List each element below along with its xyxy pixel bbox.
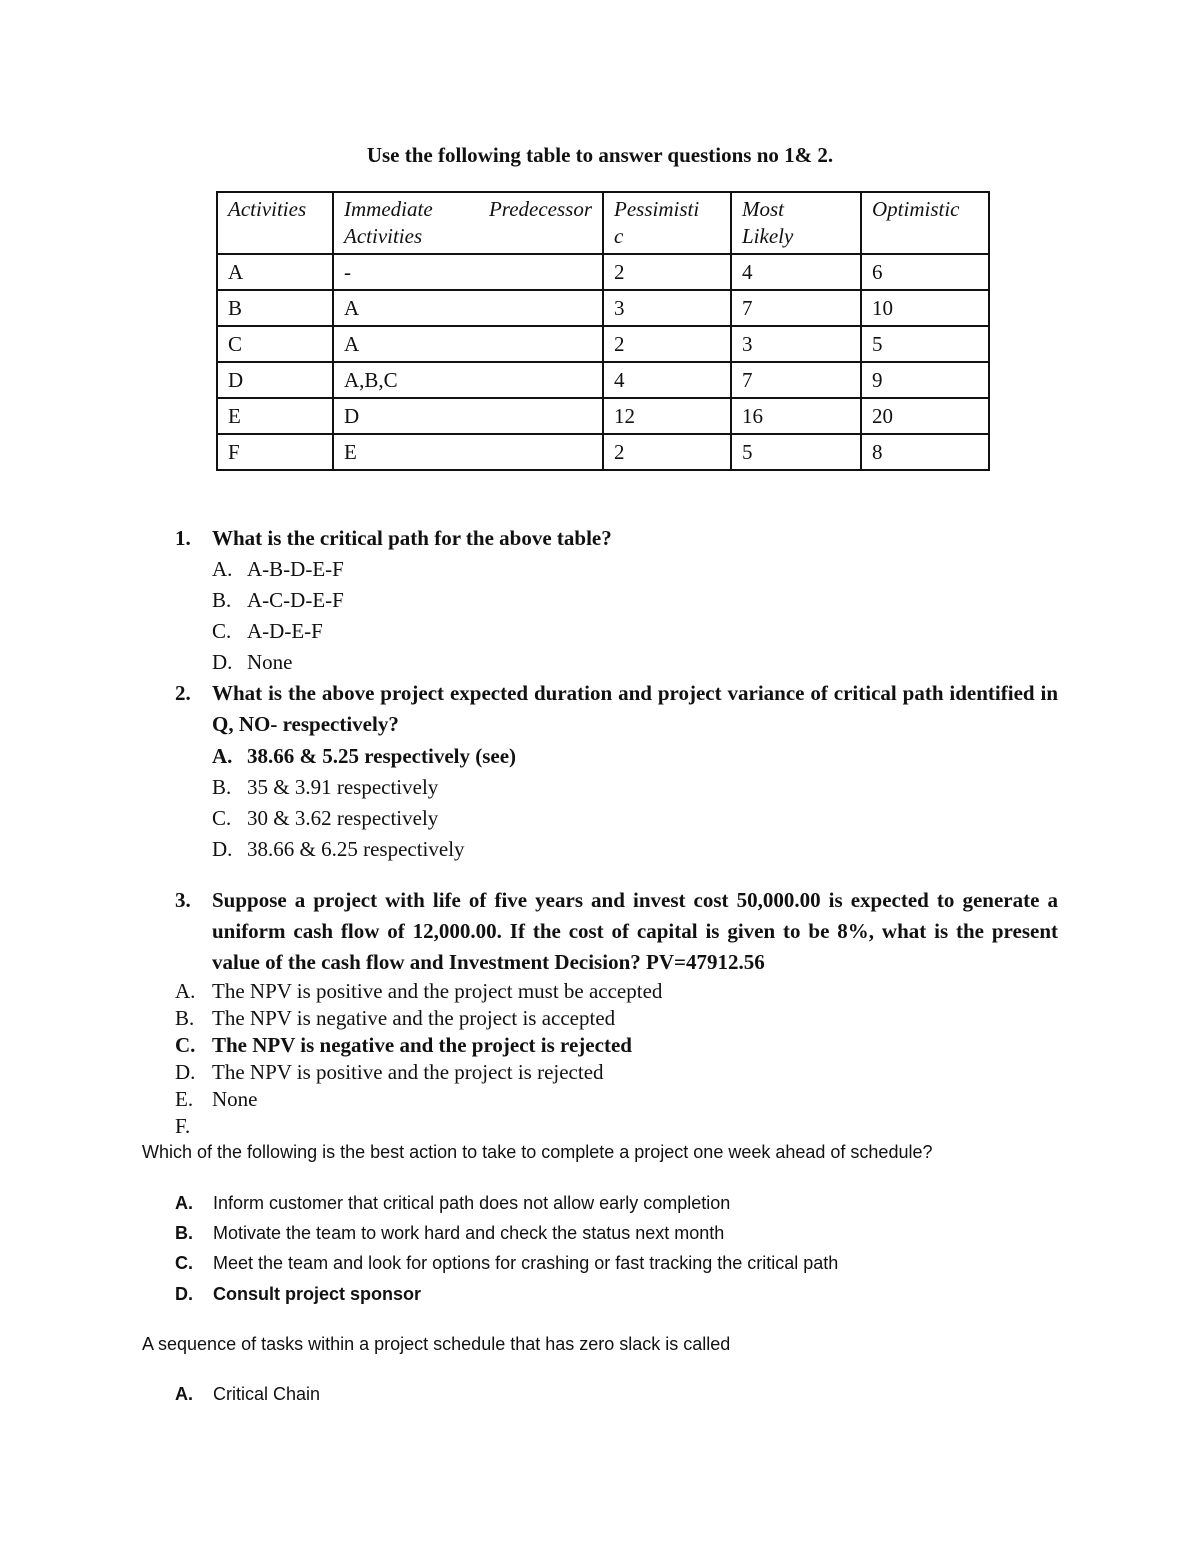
- table-cell: 8: [861, 434, 989, 470]
- activity-table: [216, 191, 990, 471]
- table-row: [217, 254, 989, 290]
- table-cell: 3: [603, 290, 731, 326]
- table-intro-heading: Use the following table to answer questions no 1& 2.: [366, 143, 834, 167]
- question-text: What is the critical path for the above table?: [212, 526, 612, 550]
- table-row: [217, 326, 989, 362]
- table-cell: D: [333, 398, 603, 434]
- question-number: 3.: [175, 888, 191, 912]
- table-cell: 7: [731, 362, 861, 398]
- table-cell: F: [217, 434, 333, 470]
- table-row: [217, 434, 989, 470]
- table-row: [217, 398, 989, 434]
- table-cell: C: [217, 326, 333, 362]
- table-row: [217, 290, 989, 326]
- table-cell: 4: [731, 254, 861, 290]
- table-cell: 6: [861, 254, 989, 290]
- table-cell: 20: [861, 398, 989, 434]
- table-cell: 16: [731, 398, 861, 434]
- table-cell: 9: [861, 362, 989, 398]
- question-number: 2.: [175, 681, 191, 705]
- table-cell: 4: [603, 362, 731, 398]
- table-cell: E: [333, 434, 603, 470]
- table-cell: 2: [603, 434, 731, 470]
- table-cell: A,B,C: [333, 362, 603, 398]
- table-cell: 10: [861, 290, 989, 326]
- table-cell: D: [217, 362, 333, 398]
- question-4-text: Which of the following is the best action to take to complete a project one week ahead of schedule?: [142, 1142, 933, 1162]
- header-optimistic: Optimistic: [861, 192, 989, 254]
- table-cell: 5: [731, 434, 861, 470]
- table-cell: 7: [731, 290, 861, 326]
- table-header-row: [217, 192, 989, 254]
- table-cell: A: [217, 254, 333, 290]
- table-cell: B: [217, 290, 333, 326]
- table-cell: 2: [603, 326, 731, 362]
- table-cell: A: [333, 290, 603, 326]
- table-cell: 12: [603, 398, 731, 434]
- table-cell: 3: [731, 326, 861, 362]
- question-number: 1.: [175, 526, 191, 550]
- header-predecessor: Immediate Predecessor Activities: [333, 192, 603, 254]
- question-5-text: A sequence of tasks within a project schedule that has zero slack is called: [142, 1334, 731, 1354]
- table-cell: E: [217, 398, 333, 434]
- header-most-likely: Most Likely: [731, 192, 861, 254]
- table-cell: 2: [603, 254, 731, 290]
- table-row: [217, 362, 989, 398]
- table-cell: A: [333, 326, 603, 362]
- header-activities: Activities: [217, 192, 333, 254]
- question-text: Suppose a project with life of five years and invest cost 50,000.00 is expected to generate a uniform cash flow of 12,000.00. If the cost of capital is given to be 8%, what is the present value of the cash flow and Investment Decision? PV=47912.56: [212, 888, 1058, 974]
- question-text: What is the above project expected duration and project variance of critical path identified in Q, NO- respectively?: [212, 681, 1058, 736]
- header-pessimistic: Pessimisti c: [603, 192, 731, 254]
- table-cell: -: [333, 254, 603, 290]
- table-cell: 5: [861, 326, 989, 362]
